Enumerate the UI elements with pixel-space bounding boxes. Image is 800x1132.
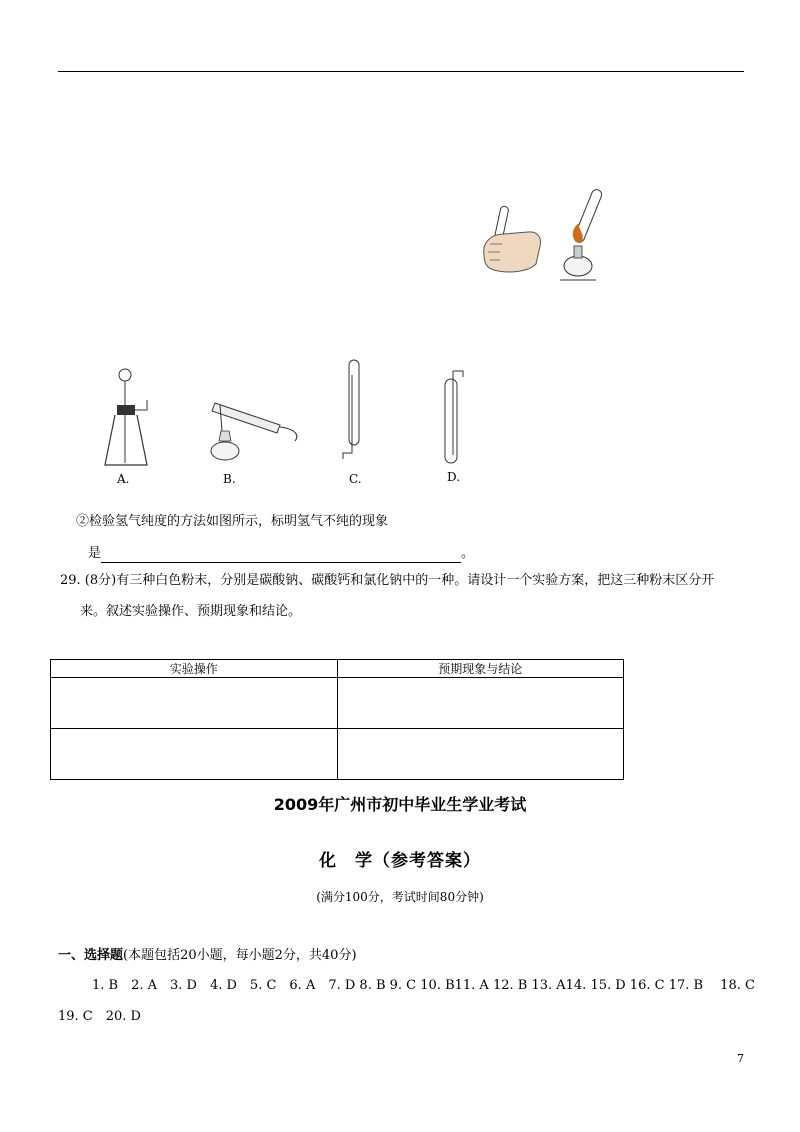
answers-row-2: 19. C 20. D bbox=[58, 1009, 141, 1024]
figure-label-c: C. bbox=[349, 472, 362, 486]
table-cell-blank[interactable] bbox=[337, 678, 624, 729]
hydrogen-purity-test-figure bbox=[478, 184, 628, 289]
flask-apparatus-icon bbox=[105, 369, 147, 465]
page-number: 7 bbox=[737, 1052, 744, 1065]
gas-apparatus-figures bbox=[95, 355, 485, 495]
figure-label-a: A. bbox=[117, 472, 130, 486]
figure-label-d: D. bbox=[447, 470, 461, 484]
table-row bbox=[51, 729, 624, 780]
question-28-answer-line bbox=[88, 545, 474, 563]
answers-subtitle: 化 学（参考答案） bbox=[319, 851, 481, 871]
table-cell-blank[interactable] bbox=[337, 729, 624, 780]
heated-tube-apparatus-icon bbox=[211, 403, 297, 460]
test-tube-inverted-icon bbox=[343, 360, 359, 459]
header-rule bbox=[58, 71, 744, 72]
table-row bbox=[51, 678, 624, 729]
answer-suffix: 。 bbox=[461, 546, 475, 561]
section-1-header bbox=[58, 947, 357, 965]
table-header-result: 预期现象与结论 bbox=[337, 660, 624, 678]
question-29-line2: 来。叙述实验操作、预期现象和结论。 bbox=[80, 604, 302, 619]
answers-title: 2009年广州市初中毕业生学业考试 bbox=[273, 795, 527, 814]
test-tube-upright-icon bbox=[445, 371, 463, 463]
hand-with-test-tube-icon bbox=[484, 206, 541, 272]
experiment-table bbox=[50, 659, 624, 780]
section-1-heading: 一、选择题 bbox=[58, 948, 124, 963]
answer-prefix: 是 bbox=[88, 546, 102, 561]
table-cell-blank[interactable] bbox=[51, 729, 338, 780]
section-1-description: (本题包括20小题，每小题2分，共40分) bbox=[123, 948, 357, 963]
figure-label-b: B. bbox=[223, 472, 236, 486]
answers-note: (满分100分，考试时间80分钟) bbox=[316, 890, 484, 904]
answers-row-1: 1. B 2. A 3. D 4. D 5. C 6. A 7. D 8. B 9. C 10. B11. A 12. B 13. A14. 15. D 16. C 17. B 18. C bbox=[92, 978, 755, 993]
table-header-operation: 实验操作 bbox=[51, 660, 338, 678]
answer-blank[interactable] bbox=[101, 548, 461, 563]
question-28-sub2-text: ②检验氢气纯度的方法如图所示，标明氢气不纯的现象 bbox=[76, 514, 389, 529]
question-29-line1: 29. (8分)有三种白色粉末，分别是碳酸钠、碳酸钙和氯化钠中的一种。请设计一个实验方案，把这三种粉末区分开 bbox=[60, 573, 715, 588]
table-cell-blank[interactable] bbox=[51, 678, 338, 729]
test-tube-over-burner-icon bbox=[560, 188, 603, 280]
